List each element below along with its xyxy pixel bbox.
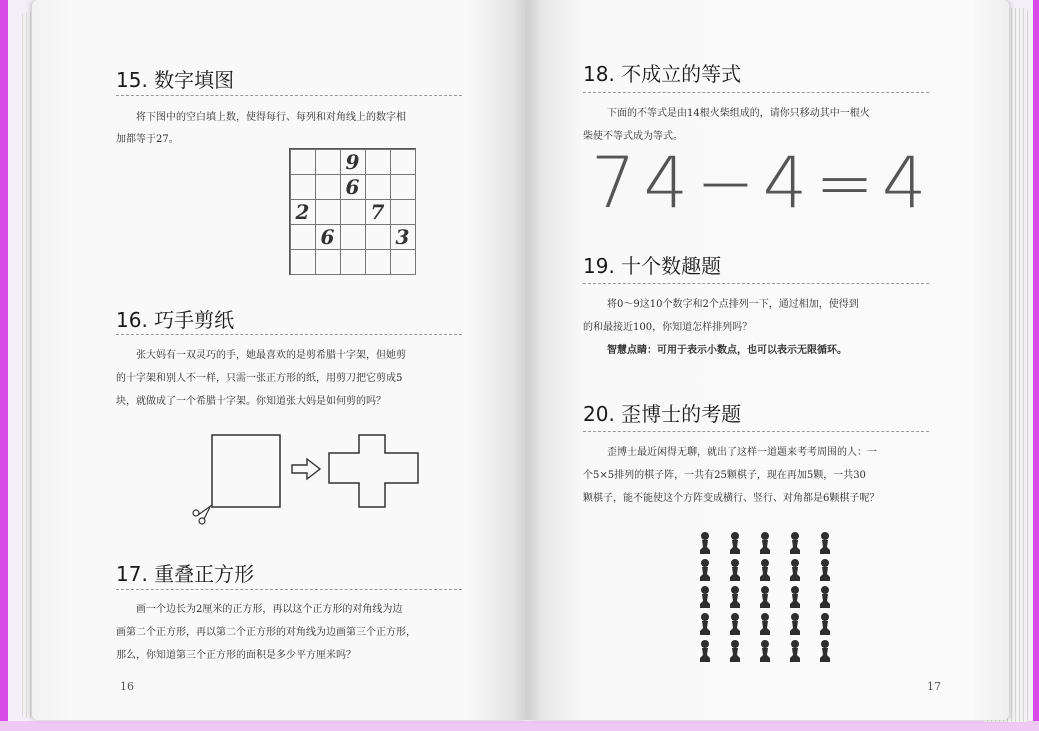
section-19-line2: 的和最接近100，你知道怎样排列吗？: [583, 322, 753, 333]
pawn-icon: [790, 613, 800, 635]
section-20-line2: 个5×5排列的棋子阵，一共有25颗棋子，现在再加5颗，一共30: [583, 470, 866, 481]
arrow-right-icon: [292, 459, 320, 479]
number-grid: [289, 148, 416, 275]
grid-cell: [390, 174, 416, 200]
section-16-line3: 块，就做成了一个希腊十字架。你知道张大妈是如何剪的吗？: [116, 396, 386, 407]
pawn-icon: [760, 613, 770, 635]
grid-cell: [315, 149, 341, 175]
section-17-line1: 画一个边长为2厘米的正方形，再以这个正方形的对角线为边: [136, 604, 403, 615]
section-17-rule: [116, 589, 462, 590]
section-15-text-line2: 加都等于27。: [116, 134, 179, 145]
grid-cell: [390, 149, 416, 175]
pawn-icon: [760, 559, 770, 581]
grid-cell: [290, 249, 316, 275]
grid-cell: 2: [290, 199, 316, 225]
section-20-title: 20. 歪博士的考题: [583, 402, 742, 426]
grid-cell: [340, 224, 366, 250]
pawn-icon: [700, 586, 710, 608]
grid-cell: 9: [340, 149, 366, 175]
grid-cell: [290, 149, 316, 175]
section-18-line2: 柴使不等式成为等式。: [583, 131, 683, 142]
pawn-icon: [820, 613, 830, 635]
greek-cross-shape: [329, 435, 418, 507]
grid-cell: 6: [315, 224, 341, 250]
pawn-icon: [760, 532, 770, 554]
section-17-line3: 那么，你知道第三个正方形的面积是多少平方厘米吗？: [116, 650, 356, 661]
pawn-icon: [730, 532, 740, 554]
section-18-rule: [583, 92, 929, 93]
grid-cell: 3: [390, 224, 416, 250]
matchstick-equation: 74−4=4: [591, 142, 935, 224]
grid-cell: [365, 224, 391, 250]
pawn-icon: [820, 532, 830, 554]
grid-cell: [365, 249, 391, 275]
pawn-icon: [700, 613, 710, 635]
pawn-icon: [700, 559, 710, 581]
pawn-icon: [790, 586, 800, 608]
grid-cell: 7: [365, 199, 391, 225]
grid-cell: [365, 174, 391, 200]
pawn-grid: [687, 528, 847, 668]
section-20-rule: [583, 431, 929, 432]
section-16-line2: 的十字架和别人不一样，只需一张正方形的纸，用剪刀把它剪成5: [116, 373, 403, 384]
page-number-right: 17: [927, 680, 941, 693]
section-18-line1: 下面的不等式是由14根火柴组成的，请你只移动其中一根火: [607, 108, 870, 119]
grid-cell: 6: [340, 174, 366, 200]
pawn-icon: [820, 586, 830, 608]
grid-cell: [315, 249, 341, 275]
section-17-title: 17. 重叠正方形: [116, 562, 255, 586]
section-19-title: 19. 十个数趣题: [583, 254, 722, 278]
grid-cell: [365, 149, 391, 175]
grid-cell: [290, 224, 316, 250]
open-book: [14, 0, 1034, 728]
grid-cell: [315, 174, 341, 200]
scissors-icon: [193, 505, 212, 524]
section-16-rule: [116, 334, 462, 335]
section-18-title: 18. 不成立的等式: [583, 62, 742, 86]
square-shape: [212, 435, 280, 507]
edge-left: [0, 0, 8, 731]
section-16-line1: 张大妈有一双灵巧的手，她最喜欢的是剪希腊十字架，但她剪: [136, 350, 406, 361]
pawn-icon: [730, 640, 740, 662]
section-20-line1: 歪博士最近闲得无聊，就出了这样一道题来考考周围的人：一: [607, 447, 877, 458]
grid-cell: [390, 249, 416, 275]
section-15-rule: [116, 95, 462, 96]
grid-cell: [315, 199, 341, 225]
grid-cell: [340, 249, 366, 275]
section-15-title: 15. 数字填图: [116, 68, 235, 92]
pawn-icon: [790, 640, 800, 662]
pawn-icon: [790, 532, 800, 554]
pawn-icon: [760, 586, 770, 608]
pawn-icon: [820, 559, 830, 581]
grid-cell: [290, 174, 316, 200]
right-page: [527, 0, 1009, 720]
pawn-icon: [790, 559, 800, 581]
pawn-icon: [760, 640, 770, 662]
cross-diagram: [172, 425, 432, 535]
pawn-icon: [730, 559, 740, 581]
section-15-text-line1: 将下图中的空白填上数，使得每行、每列和对角线上的数字相: [136, 112, 406, 123]
section-20-line3: 颗棋子，能不能使这个方阵变成横行、竖行、对角都是6颗棋子呢？: [583, 493, 880, 504]
pawn-icon: [820, 640, 830, 662]
section-19-rule: [583, 283, 929, 284]
grid-cell: [340, 199, 366, 225]
page-number-left: 16: [120, 680, 134, 693]
grid-cell: [390, 199, 416, 225]
left-page: [32, 0, 528, 720]
section-19-hint: 智慧点睛：可用于表示小数点，也可以表示无限循环。: [607, 345, 847, 356]
pawn-icon: [700, 640, 710, 662]
pawn-icon: [700, 532, 710, 554]
pawn-icon: [730, 586, 740, 608]
section-17-line2: 画第二个正方形，再以第二个正方形的对角线为边画第三个正方形，: [116, 627, 416, 638]
section-16-title: 16. 巧手剪纸: [116, 308, 235, 332]
section-19-line1: 将0～9这10个数字和2个点排列一下，通过相加，使得到: [607, 299, 859, 310]
pawn-icon: [730, 613, 740, 635]
